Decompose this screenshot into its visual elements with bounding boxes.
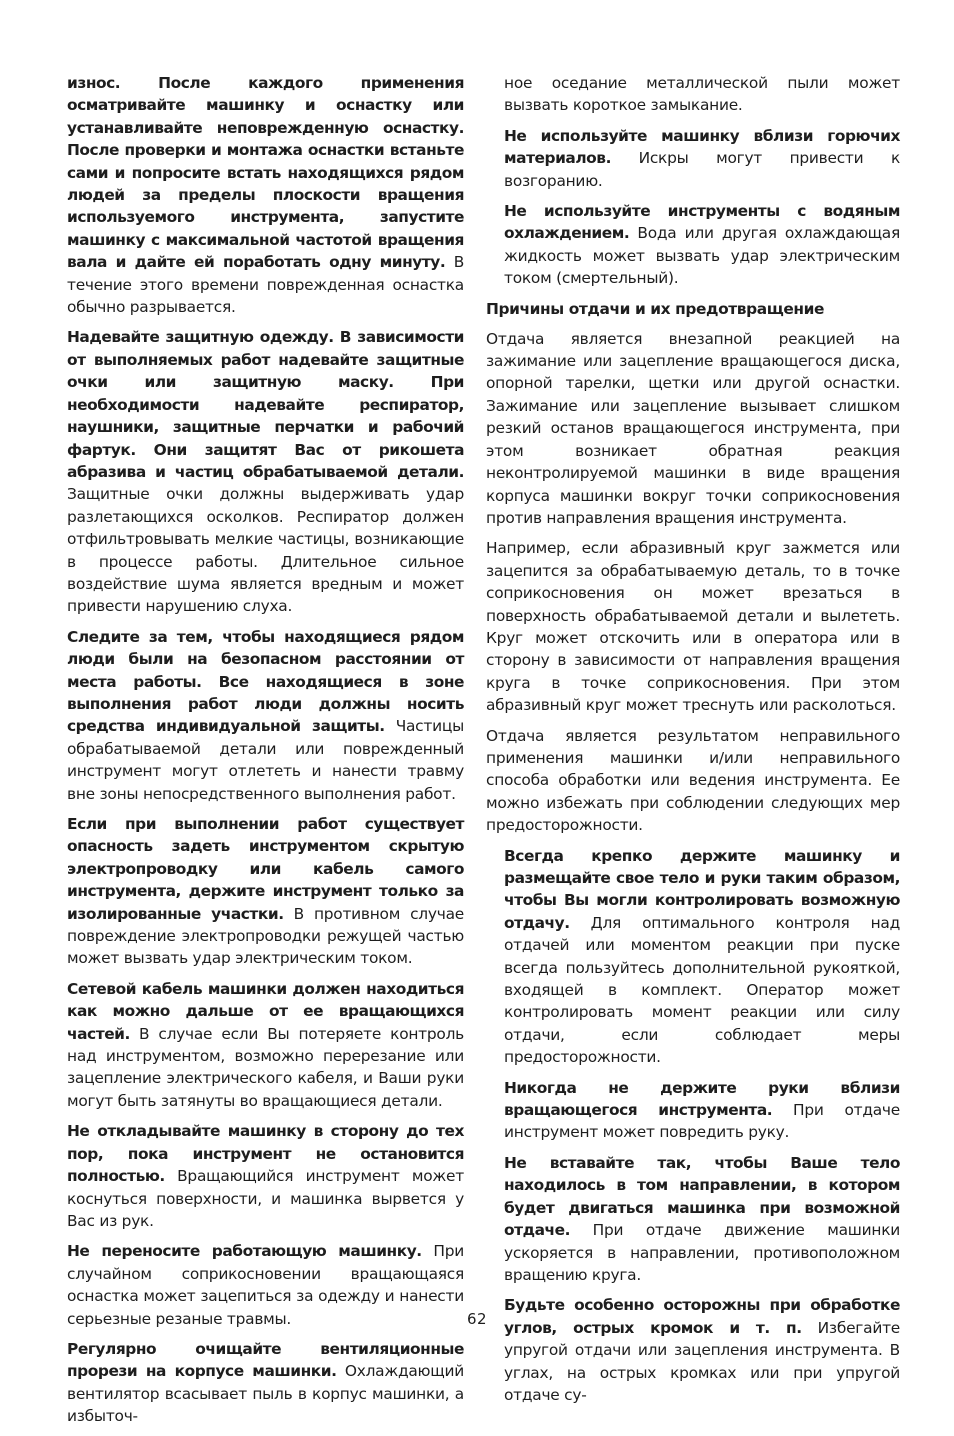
body-text: В случае если Вы потеряете контроль над инструментом, возможно перерезание или зацепление электрического кабеля, и Ваши руки могут быть затянуты во вращающиеся детали.	[67, 1024, 464, 1110]
bold-lead: Следите за тем, чтобы находящиеся рядом люди были на безопасном расстоянии от места работы. Все находящиеся в зоне выполнения работ люди должны носить средства индивидуальной защиты.	[67, 627, 464, 736]
right-column	[486, 72, 900, 1414]
body-text: При отдаче движение машинки ускоряется в направлении, противоположном вращению круга.	[504, 1221, 900, 1284]
paragraph: Отдача является результатом неправильного применения машинки и/или неправильного способа обработки или ведения инструмента. Ее можно избежать при соблюдении следующих мер предосторожности.	[486, 726, 900, 835]
bold-lead: Регулярно очищайте вентиляционные прорези на корпусе машинки.	[67, 1339, 464, 1381]
list-item	[504, 1152, 900, 1286]
body-text: Для оптимального контроля над отдачей или моментом реакции при пуске всегда пользуйтесь дополнительной рукояткой, входящей в комплект. Оператор может контролировать момент реакции или силу отдачи, если соблюдает меры предосторожности.	[504, 913, 900, 1067]
body-text: Охлаждающий вентилятор всасывает пыль в корпус машинки, а избыточ-	[67, 1362, 465, 1426]
paragraph	[67, 1120, 464, 1232]
paragraph	[67, 72, 464, 318]
left-column	[67, 72, 464, 1436]
body-text: Искры могут привести к возгоранию.	[504, 149, 900, 190]
body-text: ное оседание металлической пыли может вызвать короткое замыкание.	[504, 74, 900, 115]
body-text: В течение этого времени поврежденная оснастка обычно разрывается.	[67, 253, 465, 317]
section-heading: Причины отдачи и их предотвращение	[486, 299, 825, 318]
bold-lead: Если при выполнении работ существует опасность задеть инструментом скрытую электропроводку или кабель самого инструмента, держите инструмент только за изолированные участки.	[67, 815, 464, 923]
bold-lead: Всегда крепко держите машинку и размещайте свое тело и руки таким образом, чтобы Вы могли контролировать возможную отдачу.	[504, 846, 900, 932]
body-text: Вращающийся инструмент может коснуться поверхности, и машинка вырвется у Вас из рук.	[67, 1167, 464, 1230]
paragraph	[67, 1338, 464, 1428]
paragraph	[67, 978, 464, 1112]
paragraph	[504, 72, 900, 117]
bold-lead: Не используйте машинку вблизи горючих материалов.	[504, 126, 900, 168]
body-text: Вода или другая охлаждающая жидкость может вызвать удар электрическим током (смертельный).	[504, 224, 900, 288]
bold-lead: Не откладывайте машинку в сторону до тех пор, пока инструмент не остановится полностью.	[67, 1122, 464, 1186]
body-text: При отдаче инструмент может повредить руку.	[504, 1101, 900, 1142]
paragraph	[504, 125, 900, 192]
bold-lead: износ. После каждого применения осматривайте машинку и оснастку или устанавливайте неповрежденную оснастку. После проверки и монтажа оснастки встаньте сами и попросите встать находящихся рядом людей за пределы плоскости вращения используемого инструмента, запустите машинку с максимальной частотой вращения вала и дайте ей поработать одну минуту.	[67, 74, 464, 272]
body-text: Избегайте упругой отдачи или зацепления инструмента. В углах, на острых кромках или при упругой отдаче су-	[504, 1318, 901, 1404]
paragraph	[504, 200, 900, 290]
paragraph: Отдача является внезапной реакцией на зажимание или зацепление вращающегося диска, опорной тарелки, щетки или другой оснастки. Зажимание или зацепление вызывает слишком резкий останов вращающегося инструмента, при этом возникает обратная реакция неконтролируемой машинки в виде вращения корпуса машинки вокруг точки соприкосновения против направления вращения инструмента.	[486, 329, 900, 527]
bold-lead: Не переносите работающую машинку.	[67, 1242, 422, 1261]
body-text: При случайном соприкосновении вращающаяся оснастка может зацепиться за одежду и нанести серьезные резаные травмы.	[67, 1242, 464, 1328]
body-text: В противном случае повреждение электропроводки режущей частью может вызвать удар электрическим током.	[67, 904, 464, 968]
bold-lead: Надевайте защитную одежду. В зависимости от выполняемых работ надевайте защитные очки или защитную маску. При необходимости надевайте респиратор, наушники, защитные перчатки и рабочий фартук. Они защитят Вас от рикошета абразива и частиц обрабатываемой детали.	[67, 328, 464, 481]
body-text: Частицы обрабатываемой детали или поврежденный инструмент могут отлететь и нанести травму вне зоны непосредственного выполнения работ.	[67, 717, 464, 803]
bold-lead: Никогда не держите руки вблизи вращающегося инструмента.	[504, 1078, 900, 1120]
paragraph	[67, 813, 464, 970]
body-text: Защитные очки должны выдерживать удар разлетающихся осколков. Респиратор должен отфильтровывать мелкие частицы, возникающие в процессе работы. Длительное сильное воздействие шума является вредным и может привести нарушению слуха.	[67, 485, 464, 616]
bold-lead: Будьте особенно осторожны при обработке углов, острых кромок и т. п.	[504, 1296, 900, 1337]
paragraph	[67, 626, 464, 805]
bold-lead: Сетевой кабель машинки должен находиться как можно дальше от ее вращающихся частей.	[67, 979, 464, 1043]
page-number: 62	[466, 1310, 488, 1328]
list-item	[504, 1077, 900, 1144]
paragraph: Например, если абразивный круг зажмется или зацепится за обрабатываемую деталь, то в точке соприкосновения он может врезаться в поверхность обрабатываемой детали и вылететь. Круг может отскочить или в оператора или в сторону в зависимости от направления вращения круга в точке соприкосновения. При этом абразивный круг может треснуть или расколоться.	[486, 539, 900, 715]
list-item	[504, 845, 900, 1069]
bold-lead: Не используйте инструменты с водяным охлаждением.	[504, 202, 900, 243]
paragraph	[67, 326, 464, 617]
bold-lead: Не вставайте так, чтобы Ваше тело находилось в том направлении, в котором будет двигаться машинка при возможной отдаче.	[504, 1153, 900, 1240]
